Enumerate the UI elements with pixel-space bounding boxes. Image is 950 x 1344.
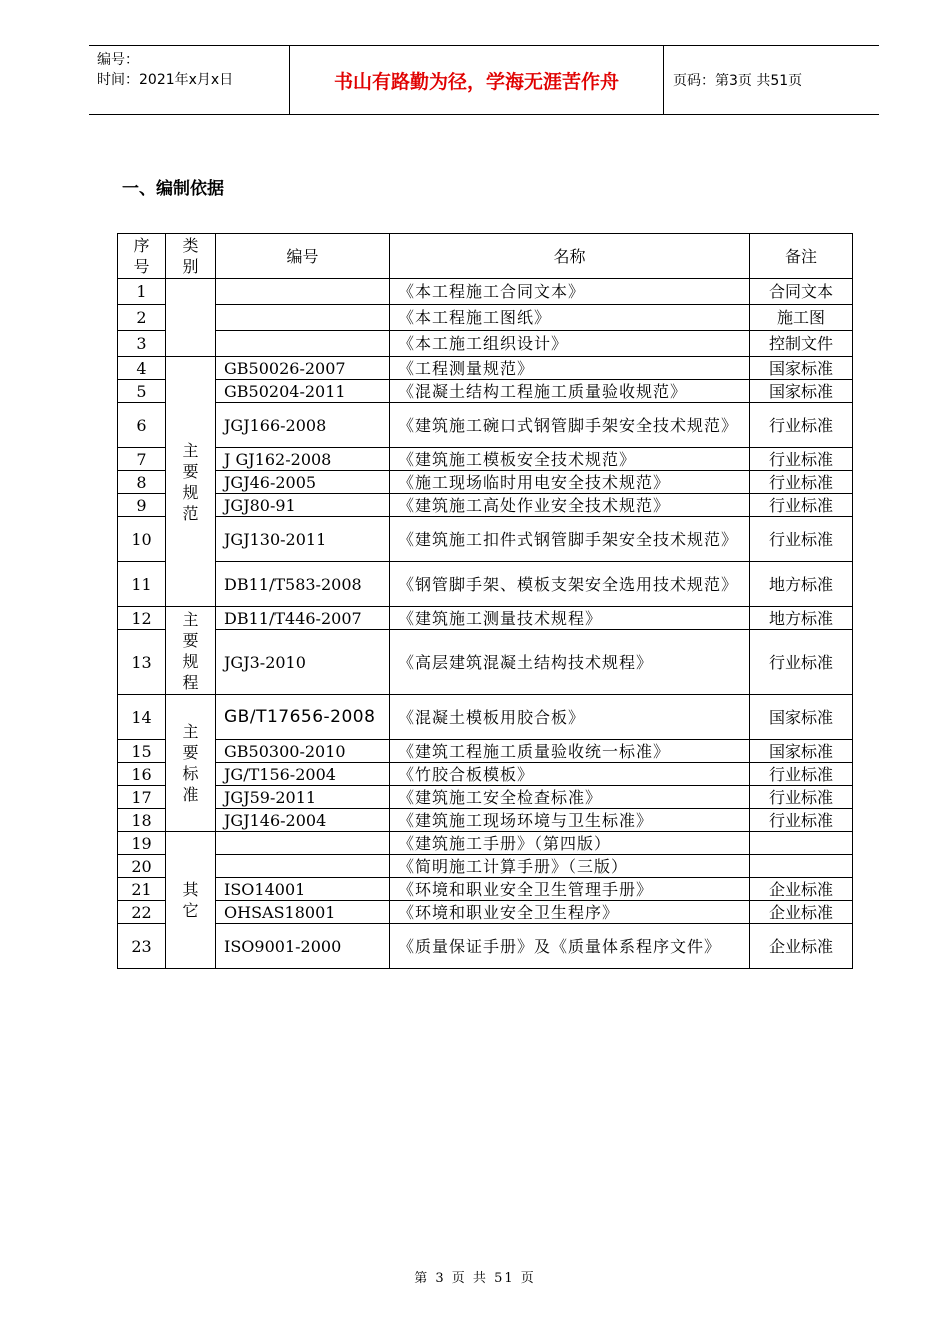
row-code: DB11/T446-2007 xyxy=(216,607,390,630)
row-seq: 17 xyxy=(118,786,166,809)
table-row xyxy=(118,448,853,471)
row-name: 《建筑施工现场环境与卫生标准》 xyxy=(390,809,750,832)
row-name: 《建筑施工模板安全技术规范》 xyxy=(390,448,750,471)
row-name: 《建筑施工测量技术规程》 xyxy=(390,607,750,630)
row-name: 《混凝土结构工程施工质量验收规范》 xyxy=(390,380,750,403)
row-name: 《建筑工程施工质量验收统一标准》 xyxy=(390,740,750,763)
row-seq: 13 xyxy=(118,630,166,695)
row-note xyxy=(750,832,853,855)
page-header xyxy=(89,45,879,115)
row-code: JGJ146-2004 xyxy=(216,809,390,832)
row-note: 地方标准 xyxy=(750,607,853,630)
row-note: 行业标准 xyxy=(750,786,853,809)
row-seq: 8 xyxy=(118,471,166,494)
table-row xyxy=(118,357,853,380)
row-note: 合同文本 xyxy=(750,279,853,305)
table-row xyxy=(118,832,853,855)
row-code: JG/T156-2004 xyxy=(216,763,390,786)
category-cell: 主要标准 xyxy=(166,695,216,832)
row-name: 《环境和职业安全卫生管理手册》 xyxy=(390,878,750,901)
row-code: JGJ80-91 xyxy=(216,494,390,517)
row-seq: 19 xyxy=(118,832,166,855)
table-row xyxy=(118,607,853,630)
row-seq: 22 xyxy=(118,901,166,924)
row-note: 行业标准 xyxy=(750,517,853,562)
table-row xyxy=(118,494,853,517)
table-row xyxy=(118,403,853,448)
row-name: 《施工现场临时用电安全技术规范》 xyxy=(390,471,750,494)
row-code: GB50026-2007 xyxy=(216,357,390,380)
row-seq: 4 xyxy=(118,357,166,380)
row-code xyxy=(216,832,390,855)
row-seq: 7 xyxy=(118,448,166,471)
row-note: 施工图 xyxy=(750,305,853,331)
row-seq: 14 xyxy=(118,695,166,740)
row-note: 国家标准 xyxy=(750,357,853,380)
category-cell: 主要规范 xyxy=(166,357,216,607)
header-name: 名称 xyxy=(390,234,750,279)
row-seq: 2 xyxy=(118,305,166,331)
footer-middle: 页 共 xyxy=(451,1271,488,1286)
basis-table xyxy=(117,233,853,969)
row-seq: 3 xyxy=(118,331,166,357)
row-name: 《本工程施工图纸》 xyxy=(390,305,750,331)
row-code: OHSAS18001 xyxy=(216,901,390,924)
row-seq: 20 xyxy=(118,855,166,878)
row-code: JGJ166-2008 xyxy=(216,403,390,448)
row-note: 行业标准 xyxy=(750,630,853,695)
section-title: 一、编制依据 xyxy=(122,179,224,199)
row-code: J GJ162-2008 xyxy=(216,448,390,471)
row-note xyxy=(750,855,853,878)
table-row xyxy=(118,924,853,969)
row-note: 行业标准 xyxy=(750,403,853,448)
row-note: 企业标准 xyxy=(750,878,853,901)
row-name: 《高层建筑混凝土结构技术规程》 xyxy=(390,630,750,695)
table-row xyxy=(118,517,853,562)
row-name: 《建筑施工扣件式钢管脚手架安全技术规范》 xyxy=(390,517,750,562)
row-name: 《本工程施工合同文本》 xyxy=(390,279,750,305)
row-note: 地方标准 xyxy=(750,562,853,607)
table-row xyxy=(118,740,853,763)
footer-suffix: 页 xyxy=(520,1271,536,1286)
row-seq: 1 xyxy=(118,279,166,305)
row-name: 《混凝土模板用胶合板》 xyxy=(390,695,750,740)
row-code: JGJ46-2005 xyxy=(216,471,390,494)
table-row xyxy=(118,878,853,901)
row-name: 《建筑施工手册》（第四版） xyxy=(390,832,750,855)
footer-current-page: 3 xyxy=(435,1271,446,1286)
footer-total-pages: 51 xyxy=(494,1271,515,1286)
row-name: 《简明施工计算手册》（三版） xyxy=(390,855,750,878)
header-time-label: 时间：2021年x月x日 xyxy=(97,72,234,88)
header-note: 备注 xyxy=(750,234,853,279)
row-note: 国家标准 xyxy=(750,380,853,403)
category-cell-empty xyxy=(166,279,216,357)
row-name: 《钢管脚手架、模板支架安全选用技术规范》 xyxy=(390,562,750,607)
row-note: 控制文件 xyxy=(750,331,853,357)
row-name: 《本工施工组织设计》 xyxy=(390,331,750,357)
category-cell: 其它 xyxy=(166,832,216,969)
row-code: GB50204-2011 xyxy=(216,380,390,403)
table-row xyxy=(118,855,853,878)
row-code xyxy=(216,305,390,331)
category-cell: 主要规程 xyxy=(166,607,216,695)
row-note: 国家标准 xyxy=(750,740,853,763)
header-category: 类别 xyxy=(166,234,216,279)
row-code xyxy=(216,855,390,878)
table-row xyxy=(118,331,853,357)
row-name: 《建筑施工高处作业安全技术规范》 xyxy=(390,494,750,517)
table-row xyxy=(118,786,853,809)
table-header-row xyxy=(118,234,853,279)
table-row xyxy=(118,471,853,494)
row-code: GB/T17656-2008 xyxy=(216,695,390,740)
table-row xyxy=(118,901,853,924)
row-seq: 21 xyxy=(118,878,166,901)
row-name: 《建筑施工碗口式钢管脚手架安全技术规范》 xyxy=(390,403,750,448)
table-row xyxy=(118,695,853,740)
row-code: DB11/T583-2008 xyxy=(216,562,390,607)
row-note: 行业标准 xyxy=(750,448,853,471)
row-name: 《质量保证手册》及《质量体系程序文件》 xyxy=(390,924,750,969)
row-seq: 12 xyxy=(118,607,166,630)
row-note: 企业标准 xyxy=(750,901,853,924)
row-code: ISO14001 xyxy=(216,878,390,901)
row-code: ISO9001-2000 xyxy=(216,924,390,969)
row-code xyxy=(216,331,390,357)
row-note: 行业标准 xyxy=(750,494,853,517)
row-code: JGJ59-2011 xyxy=(216,786,390,809)
row-seq: 6 xyxy=(118,403,166,448)
row-name: 《建筑施工安全检查标准》 xyxy=(390,786,750,809)
page-footer xyxy=(0,1267,950,1286)
row-code xyxy=(216,279,390,305)
table-row xyxy=(118,380,853,403)
header-motto: 书山有路勤为径，学海无涯苦作舟 xyxy=(333,70,619,93)
header-meta xyxy=(97,50,233,90)
row-seq: 10 xyxy=(118,517,166,562)
footer-prefix: 第 xyxy=(414,1271,430,1286)
row-name: 《工程测量规范》 xyxy=(390,357,750,380)
header-number-label: 编号： xyxy=(97,52,139,68)
row-seq: 5 xyxy=(118,380,166,403)
row-note: 行业标准 xyxy=(750,763,853,786)
header-seq: 序号 xyxy=(118,234,166,279)
header-divider xyxy=(663,46,664,114)
table-row xyxy=(118,809,853,832)
row-seq: 18 xyxy=(118,809,166,832)
row-note: 行业标准 xyxy=(750,471,853,494)
row-code: GB50300-2010 xyxy=(216,740,390,763)
table-row xyxy=(118,562,853,607)
header-code: 编号 xyxy=(216,234,390,279)
row-name: 《竹胶合板模板》 xyxy=(390,763,750,786)
row-name: 《环境和职业安全卫生程序》 xyxy=(390,901,750,924)
row-seq: 15 xyxy=(118,740,166,763)
row-note: 国家标准 xyxy=(750,695,853,740)
header-page-info: 页码：第3页 共51页 xyxy=(673,73,803,89)
row-code: JGJ3-2010 xyxy=(216,630,390,695)
row-seq: 16 xyxy=(118,763,166,786)
row-note: 行业标准 xyxy=(750,809,853,832)
row-seq: 23 xyxy=(118,924,166,969)
table-row xyxy=(118,305,853,331)
row-seq: 11 xyxy=(118,562,166,607)
row-seq: 9 xyxy=(118,494,166,517)
row-note: 企业标准 xyxy=(750,924,853,969)
row-code: JGJ130-2011 xyxy=(216,517,390,562)
table-row xyxy=(118,630,853,695)
table-row xyxy=(118,763,853,786)
table-row xyxy=(118,279,853,305)
